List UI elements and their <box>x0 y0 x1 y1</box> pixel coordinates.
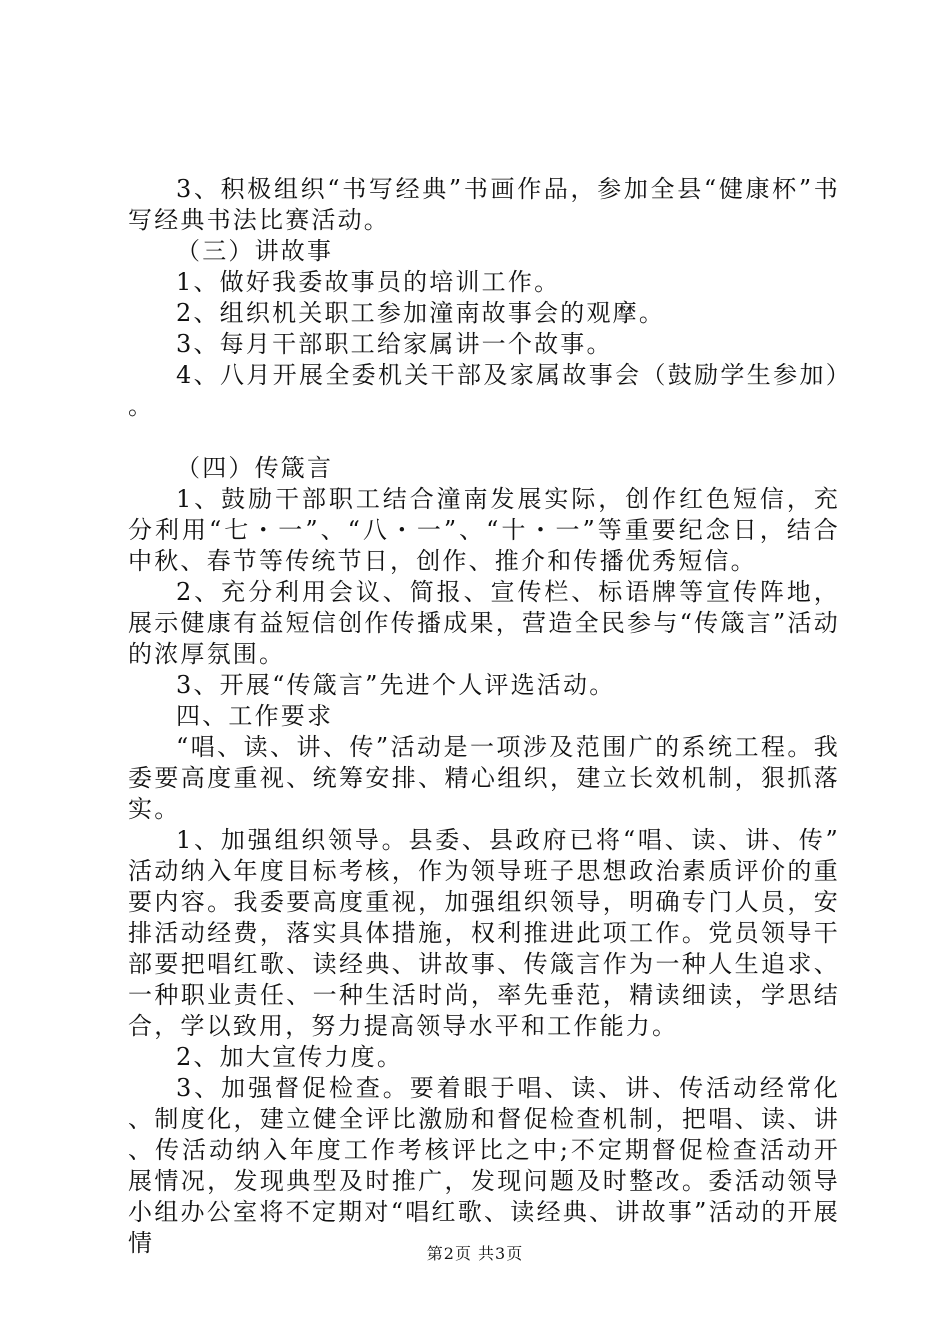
paragraph: “唱、读、讲、传”活动是一项涉及范围广的系统工程。我委要高度重视、统筹安排、精心组织，建立长效机制，狠抓落实。 <box>128 733 840 823</box>
paragraph: 1、鼓励干部职工结合潼南发展实际，创作红色短信，充分利用“七・一”、“八・一”、“十・一”等重要纪念日，结合中秋、春节等传统节日，创作、推介和传播优秀短信。 <box>128 485 840 575</box>
paragraph: 3、积极组织“书写经典”书画作品，参加全县“健康杯”书写经典书法比赛活动。 <box>128 175 840 234</box>
paragraph: 2、充分利用会议、简报、宣传栏、标语牌等宣传阵地，展示健康有益短信创作传播成果，营造全民参与“传箴言”活动的浓厚氛围。 <box>128 578 840 668</box>
paragraph: 1、做好我委故事员的培训工作。 <box>176 268 561 296</box>
page-number-footer: 第2页 共3页 <box>426 1244 524 1263</box>
paragraph: 4、八月开展全委机关干部及家属故事会（鼓励学生参加）。 <box>128 361 840 420</box>
paragraph: 3、开展“传箴言”先进个人评选活动。 <box>176 671 616 699</box>
paragraph: 1、加强组织领导。县委、县政府已将“唱、读、讲、传”活动纳入年度目标考核，作为领导班子思想政治素质评价的重要内容。我委要高度重视，加强组织领导，明确专门人员，安排活动经费，落实具体措施，权利推进此项工作。党员领导干部要把唱红歌、读经典、讲故事、传箴言作为一种人生追求、一种职业责任、一种生活时尚，率先垂范，精读细读，学思结合，学以致用，努力提高领导水平和工作能力。 <box>128 826 840 1040</box>
paragraph: 2、组织机关职工参加潼南故事会的观摩。 <box>176 299 666 327</box>
paragraph: 2、加大宣传力度。 <box>176 1043 404 1071</box>
paragraph: 3、每月干部职工给家属讲一个故事。 <box>176 330 613 358</box>
section-heading: 四、工作要求 <box>176 702 334 730</box>
section-heading: （三）讲故事 <box>176 237 334 265</box>
document-body <box>128 174 840 1259</box>
paragraph: 3、加强督促检查。要着眼于唱、读、讲、传活动经常化、制度化，建立健全评比激励和督促检查机制，把唱、读、讲、传活动纳入年度工作考核评比之中;不定期督促检查活动开展情况，发现典型及时推广，发现问题及时整改。委活动领导小组办公室将不定期对“唱红歌、读经典、讲故事”活动的开展情 <box>128 1074 840 1257</box>
section-heading: （四）传箴言 <box>176 454 334 482</box>
